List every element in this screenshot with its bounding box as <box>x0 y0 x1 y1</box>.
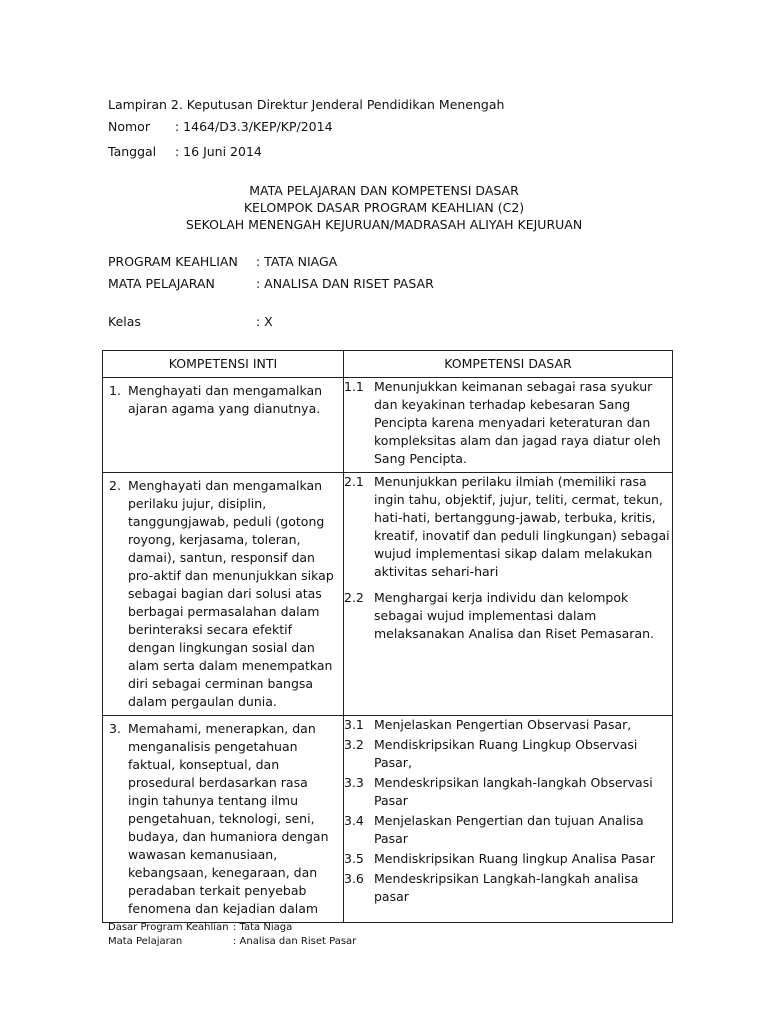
kd-item <box>344 589 672 643</box>
kd-text: Mendiskripsikan Ruang Lingkup Observasi Pasar, <box>374 737 638 770</box>
kd-number: 3.3 <box>344 775 364 790</box>
kd-item <box>344 473 672 581</box>
kd-text: Mendiskripsikan Ruang lingkup Analisa Pasar <box>374 851 655 866</box>
footer-program-label: Dasar Program Keahlian <box>108 922 229 933</box>
mapel-label: MATA PELAJARAN <box>108 276 215 291</box>
footer-mapel-label: Mata Pelajaran <box>108 936 183 947</box>
kd-number: 3.5 <box>344 851 364 866</box>
kd-text: Mendeskripsikan Langkah-langkah analisa pasar <box>374 871 639 904</box>
footer-program-row <box>108 922 292 933</box>
nomor-value: : 1464/D3.3/KEP/KP/2014 <box>175 119 333 134</box>
ki-number: 1. <box>109 383 121 398</box>
kelas-row <box>108 314 273 329</box>
kd-text: Menjelaskan Pengertian Observasi Pasar, <box>374 717 632 732</box>
ki-text: Menghayati dan mengamalkan ajaran agama yang dianutnya. <box>128 383 323 416</box>
kd-text: Menjelaskan Pengertian dan tujuan Analisa Pasar <box>374 813 644 846</box>
kd-item <box>344 736 672 772</box>
kd-item <box>344 850 672 868</box>
kd-number: 2.1 <box>344 474 364 489</box>
kd-text: Mendeskripsikan langkah-langkah Observasi Pasar <box>374 775 653 808</box>
kd-text: Menghargai kerja individu dan kelompok sebagai wujud implementasi dalam melaksanakan Analisa dan Riset Pemasaran. <box>374 590 655 641</box>
nomor-label: Nomor <box>108 119 150 134</box>
kd-number: 3.4 <box>344 813 364 828</box>
kd-number: 3.6 <box>344 871 364 886</box>
table-row <box>103 473 673 716</box>
kd-number: 3.1 <box>344 717 364 732</box>
ki-text: Menghayati dan mengamalkan perilaku jujur, disiplin, tanggungjawab, peduli (gotong royong, kerjasama, toleran, damai), santun, responsif dan pro-aktif dan menunjukkan sikap sebagai bagian dari solusi atas berbagai permasalahan dalam berinteraksi secara efektif dengan lingkungan sosial dan alam serta dalam menempatkan diri sebagai cerminan bangsa dalam pergaulan dunia. <box>128 478 334 709</box>
tanggal-label: Tanggal <box>108 144 157 159</box>
kd-text: Menunjukkan perilaku ilmiah (memiliki rasa ingin tahu, objektif, jujur, teliti, cermat, tekun, hati-hati, bertanggung-jawab, terbuka, kritis, kreatif, inovatif dan peduli lingkungan) sebagai wujud implementasi sikap dalam melakukan aktivitas sehari-hari <box>374 474 670 579</box>
kelas-label: Kelas <box>108 314 141 329</box>
ki-cell <box>103 378 344 473</box>
table-row <box>103 378 673 473</box>
kd-item <box>344 812 672 848</box>
kd-cell <box>344 378 673 473</box>
mapel-value: : ANALISA DAN RISET PASAR <box>256 276 434 291</box>
tanggal-row <box>108 144 262 159</box>
title-line-3: SEKOLAH MENENGAH KEJURUAN/MADRASAH ALIYAH KEJURUAN <box>185 217 583 232</box>
kd-item <box>344 870 672 906</box>
footer-mapel-row <box>108 936 356 947</box>
header-kompetensi-dasar: KOMPETENSI DASAR <box>344 351 673 378</box>
mapel-row <box>108 276 434 291</box>
kd-item <box>344 774 672 810</box>
competency-table <box>102 350 673 923</box>
ki-number: 2. <box>109 478 121 493</box>
ki-number: 3. <box>109 721 121 736</box>
kd-number: 3.2 <box>344 737 364 752</box>
nomor-row <box>108 119 333 134</box>
footer-program-value: : Tata Niaga <box>233 922 293 933</box>
title-line-2: KELOMPOK DASAR PROGRAM KEAHLIAN (C2) <box>243 200 525 215</box>
ki-cell <box>103 473 344 716</box>
ki-cell <box>103 716 344 923</box>
program-value: : TATA NIAGA <box>256 254 338 269</box>
tanggal-value: : 16 Juni 2014 <box>175 144 262 159</box>
ki-text: Memahami, menerapkan, dan menganalisis pengetahuan faktual, konseptual, dan prosedural berdasarkan rasa ingin tahunya tentang ilmu pengetahuan, teknologi, seni, budaya, dan humaniora dengan wawasan kemanusiaan, kebangsaan, kenegaraan, dan peradaban terkait penyebab fenomena dan kejadian dalam <box>128 721 329 916</box>
kelas-value: : X <box>256 314 273 329</box>
table-row <box>103 716 673 923</box>
kd-item <box>344 378 672 468</box>
header-kompetensi-inti: KOMPETENSI INTI <box>103 351 344 378</box>
kd-item <box>344 716 672 734</box>
program-label: PROGRAM KEAHLIAN <box>108 254 238 269</box>
title-line-1: MATA PELAJARAN DAN KOMPETENSI DASAR <box>249 183 519 198</box>
lampiran-text: Lampiran 2. Keputusan Direktur Jenderal Pendidikan Menengah <box>108 97 505 112</box>
kd-cell <box>344 473 673 716</box>
footer-mapel-value: : Analisa dan Riset Pasar <box>233 936 357 947</box>
kd-text: Menunjukkan keimanan sebagai rasa syukur dan keyakinan terhadap kebesaran Sang Pencipta karena menyadari keteraturan dan kompleksitas alam dan jagad raya diatur oleh Sang Pencipta. <box>374 379 661 466</box>
kd-cell <box>344 716 673 923</box>
program-row <box>108 254 337 269</box>
kd-number: 1.1 <box>344 379 364 394</box>
table-header-row <box>103 351 673 378</box>
kd-number: 2.2 <box>344 590 364 605</box>
